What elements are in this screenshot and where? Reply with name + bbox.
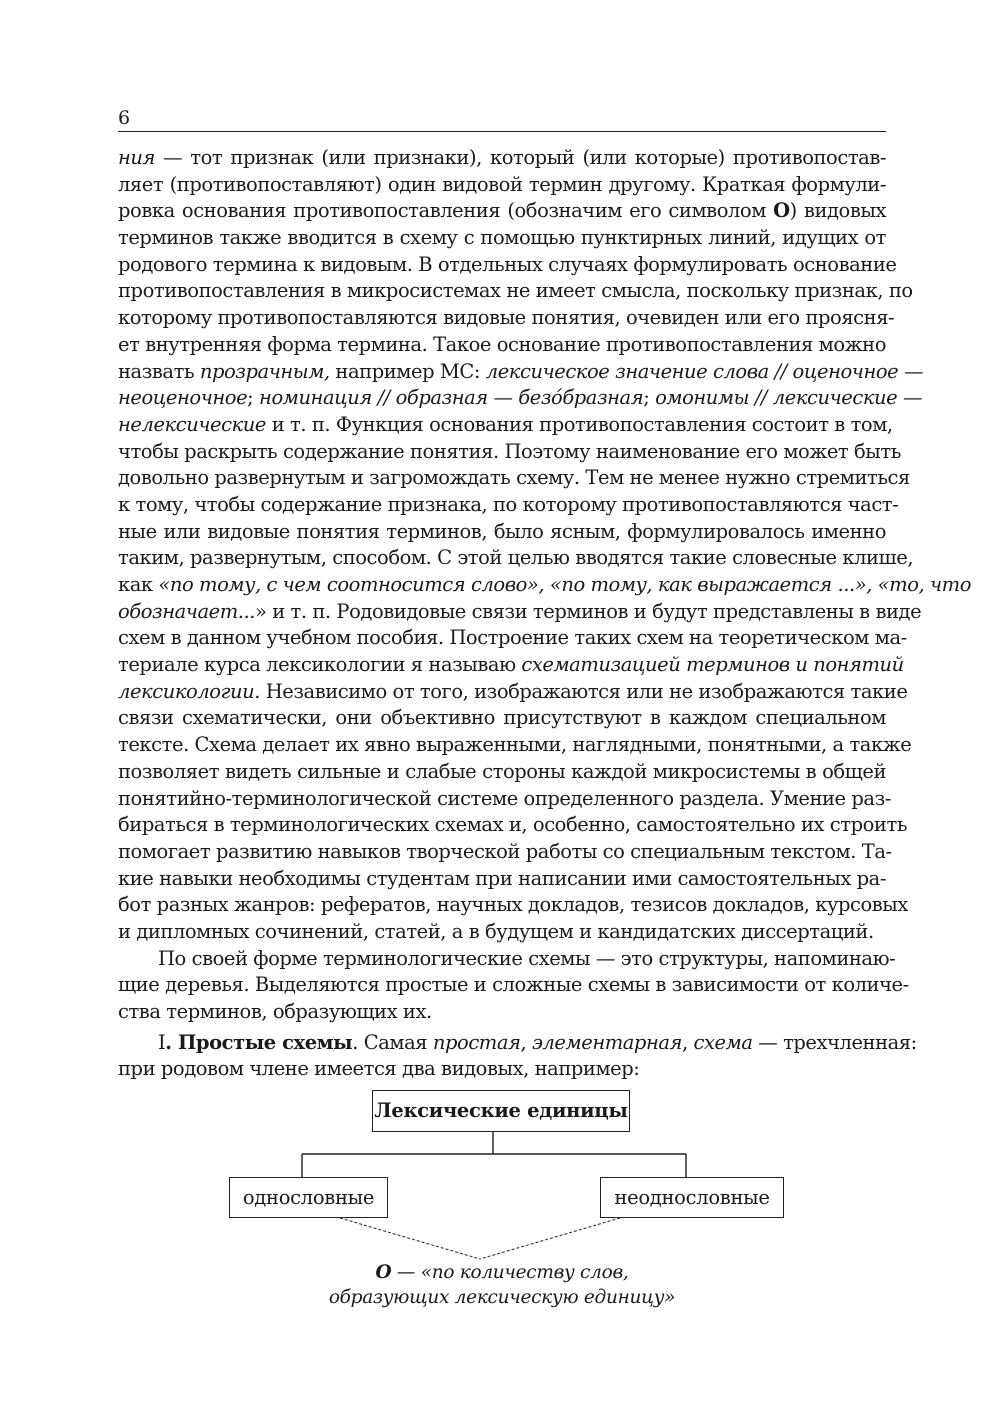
text-run: ровка основания противопоставления (обозначим его символом (118, 199, 774, 223)
left-basis-dotted-line (340, 1218, 480, 1259)
text-run: ; (247, 386, 260, 410)
text-line (118, 946, 896, 973)
text-run: , (520, 1030, 532, 1054)
text-run: помогает развитию навыков творческой работы со специальным текстом. Та- (118, 839, 892, 863)
text-run: I (158, 1030, 166, 1054)
italic-text: схема (693, 1030, 753, 1054)
text-line (118, 145, 886, 172)
text-run: например МС: (329, 359, 486, 383)
italic-text: прозрачным, (199, 359, 330, 383)
text-line (118, 652, 904, 679)
italic-text: лексическое значение слова // оценочное — (485, 359, 924, 383)
basis-caption (300, 1260, 704, 1310)
text-run: — тот признак (или признаки), который (или которые) противопостав- (154, 146, 886, 169)
page-number: 6 (118, 107, 131, 129)
text-run: терминов также вводится в схему с помощью пунктирных линий, идущих от (118, 226, 886, 250)
text-line (118, 866, 886, 893)
basis-caption-line-2: образующих лексическую единицу» (328, 1287, 676, 1308)
text-line (118, 225, 886, 252)
text-line (118, 919, 886, 946)
text-run: ства терминов, образующих их. (118, 1000, 432, 1023)
text-run: — трехчленная: (752, 1030, 917, 1054)
text-run: щие деревья. Выделяются простые и сложные схемы в зависимости от количе- (118, 973, 909, 997)
text-run: ные или видовые понятия терминов, было ясным, формулировалось именно (118, 519, 886, 543)
text-line (118, 972, 909, 999)
text-line (118, 599, 922, 626)
text-run: По своей форме терминологические схемы — это структуры, напоминаю- (158, 946, 896, 970)
text-run: » и т. п. Родовидовые связи терминов и будут представлены в виде (255, 599, 922, 623)
italic-text: простая (432, 1030, 521, 1054)
text-line (118, 999, 886, 1026)
text-line (118, 252, 897, 279)
text-run: Независимо от того, изображаются или не изображаются такие (259, 679, 908, 703)
header-rule (118, 131, 886, 132)
text-line (118, 545, 914, 572)
basis-symbol: О (375, 1262, 392, 1283)
text-line (118, 786, 891, 813)
text-run: как (118, 573, 159, 596)
text-line (118, 839, 892, 866)
root-term-box: Лексические единицы (372, 1090, 630, 1132)
text-line (118, 465, 910, 492)
text-run: схем в данном учебном пособия. Построение таких схем на теоретическом ма- (118, 626, 907, 650)
text-line (118, 359, 924, 386)
text-run: бираться в терминологических схемах и, особенно, самостоятельно их строить (118, 813, 907, 837)
text-line (118, 439, 901, 466)
text-line (118, 519, 886, 546)
italic-text: схематизацией терминов и понятий (521, 653, 904, 677)
text-run: ) видовых (789, 199, 886, 223)
text-run: бот разных жанров: рефератов, научных докладов, тезисов докладов, курсовых (118, 893, 908, 917)
text-line (118, 492, 899, 519)
text-run: кие навыки необходимы студентам при написании ими самостоятельных ра- (118, 866, 886, 890)
text-run: . Самая (352, 1030, 433, 1054)
text-run: тексте. Схема делает их явно выраженными, наглядными, понятными, а также (118, 733, 912, 757)
body-text (118, 145, 972, 1083)
text-line (118, 198, 886, 225)
text-run: связи схематически, они объективно присутствуют в каждом специальном (118, 706, 886, 730)
italic-text: неоценочное (118, 386, 248, 410)
text-run: ; (643, 386, 656, 410)
text-run: ет внутренняя форма термина. Такое основание противопоставления можно (118, 332, 886, 356)
italic-text: «по тому, с чем соотносится слово», «по тому, как выражается ...», «то, что (158, 573, 972, 596)
italic-text: обозначает... (118, 599, 256, 623)
text-line (118, 812, 907, 839)
text-line (118, 172, 886, 199)
text-run: таким, развернутым, способом. С этой целью вводятся такие словесные клише, (118, 546, 914, 570)
left-term-box: однословные (229, 1177, 388, 1218)
basis-caption-line-1 (300, 1260, 704, 1285)
italic-text: ния (118, 146, 155, 169)
text-run: позволяет видеть сильные и слабые стороны каждой микросистемы в общей (118, 759, 886, 783)
text-line (118, 892, 908, 919)
text-line (118, 1030, 917, 1057)
bold-text: . Простые схемы (165, 1030, 353, 1054)
italic-text: номинация // образная — безо́бразная (259, 386, 644, 410)
italic-text: нелексические (118, 412, 266, 436)
basis-text-1: — «по количеству слов, (391, 1262, 629, 1283)
italic-text: омонимы // лексические — (655, 386, 923, 410)
text-run: и дипломных сочинений, статей, а в будущем и кандидатских диссертаций. (118, 919, 874, 943)
text-run: , (682, 1030, 694, 1054)
text-line (118, 278, 913, 305)
text-line (118, 332, 886, 359)
right-basis-dotted-line (480, 1218, 620, 1259)
text-line (118, 305, 895, 332)
text-line (118, 625, 907, 652)
bold-text: О (773, 199, 790, 223)
italic-text: лексикологии. (118, 679, 260, 703)
text-run: при родовом члене имеется два видовых, например: (118, 1057, 640, 1081)
text-line (118, 572, 972, 599)
text-run: к тому, чтобы содержание признака, по которому противопоставляются част- (118, 492, 899, 516)
text-run: назвать (118, 359, 200, 383)
right-term-box: неоднословные (600, 1177, 784, 1218)
text-run: противопоставления в микросистемах не имеет смысла, поскольку признак, по (118, 279, 913, 303)
text-run: териале курса лексикологии я называю (118, 653, 522, 677)
italic-text: элементарная (531, 1030, 682, 1054)
text-line (118, 705, 886, 732)
text-run: и т. п. Функция основания противопоставления состоит в том, (265, 412, 893, 436)
text-line (118, 759, 886, 786)
text-run: родового термина к видовым. В отдельных случаях формулировать основание (118, 252, 897, 276)
text-line (118, 679, 908, 706)
text-run: понятийно-терминологической системе определенного раздела. Умение раз- (118, 786, 891, 810)
text-line (118, 732, 912, 759)
text-line (118, 385, 923, 412)
text-run: довольно развернутым и загромождать схему. Тем не менее нужно стремиться (118, 466, 910, 490)
text-run: ляет (противопоставляют) один видовой термин другому. Краткая формули- (118, 172, 886, 196)
text-line (118, 412, 893, 439)
text-run: чтобы раскрыть содержание понятия. Поэтому наименование его может быть (118, 439, 901, 463)
text-line (118, 1056, 886, 1083)
text-run: которому противопоставляются видовые понятия, очевиден или его проясня- (118, 306, 895, 330)
